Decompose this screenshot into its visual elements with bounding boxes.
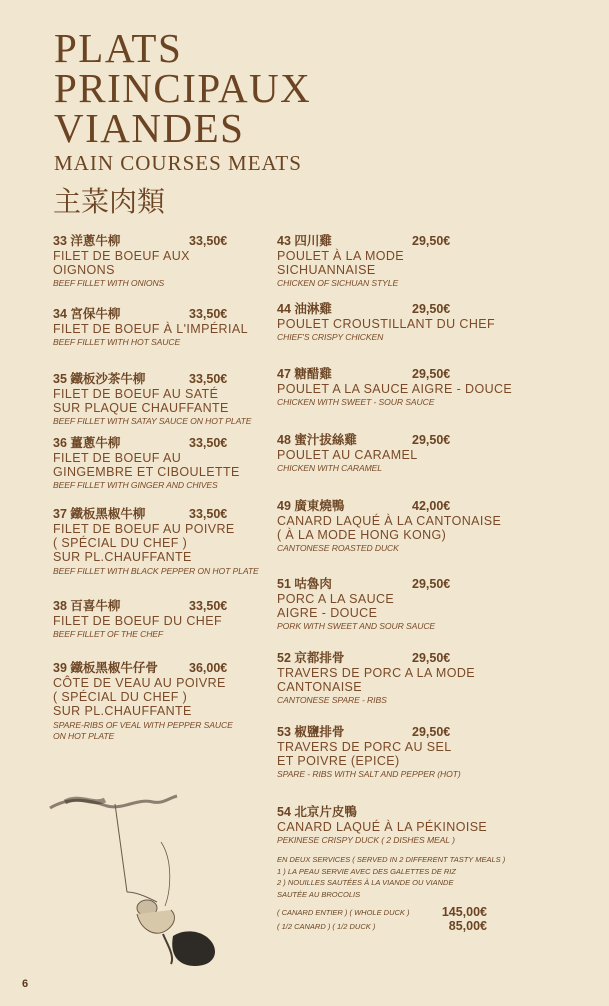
item-number-chinese-name: 49 廣東燒鴨 [277,499,345,513]
chinese-title: 主菜肉類 [53,185,166,218]
french-line: FILET DE BOEUF AU [53,451,182,465]
item-header [277,432,597,448]
french-line: POULET CROUSTILLANT DU CHEF [277,317,496,331]
french-line: SUR PL.CHAUFFANTE [53,704,192,719]
item-price: 33,50€ [189,372,228,386]
item-header [277,233,597,249]
page-title [54,25,312,151]
french-line: PORC A LA SAUCE [277,592,395,606]
french-line: GINGEMBRE ET CIBOULETTE [53,465,240,480]
item-french-name [277,592,597,620]
french-line: FILET DE BOEUF À L'IMPÉRIAL [53,322,248,336]
item-number-chinese-name: 52 京都排骨 [277,651,345,665]
note-line: EN DEUX SERVICES ( SERVED IN 2 DIFFERENT TASTY MEALS ) [277,855,506,864]
item-header [277,576,597,592]
note-line: SAUTÉE AU BROCOLIS [277,889,361,899]
item-number-chinese-name: 35 鐵板沙茶牛柳 [53,372,146,386]
item-header [277,650,597,666]
item-number-chinese-name: 54 北京片皮鴨 [277,805,357,819]
duck-service-notes [277,854,505,900]
item-english-name [53,337,268,348]
french-line: ( SPÉCIAL DU CHEF ) [53,536,188,551]
item-header [53,506,268,522]
item-number-chinese-name: 44 油淋雞 [277,302,332,316]
menu-item [277,650,597,706]
item-price: 29,50€ [412,302,451,316]
french-line: FILET DE BOEUF AUX [53,249,190,263]
french-line: CÔTE DE VEAU AU POIVRE [53,676,226,690]
item-header [277,724,597,740]
item-header [277,366,597,382]
french-line: POULET À LA MODE [277,249,405,263]
item-french-name [53,522,268,565]
menu-item [277,233,597,289]
page-number: 6 [22,978,29,990]
item-header [53,598,268,614]
item-price: 33,50€ [189,599,228,613]
menu-item [53,598,268,640]
french-line: FILET DE BOEUF AU SATÉ [53,387,219,401]
french-line: SUR PL.CHAUFFANTE [53,550,192,565]
item-number-chinese-name: 39 鐵板黑椒牛仔骨 [53,661,158,675]
menu-item [53,660,268,742]
item-header [53,660,268,676]
menu-item [277,301,597,343]
english-line: SPARE-RIBS OF VEAL WITH PEPPER SAUCE [53,719,233,730]
french-line: CANTONAISE [277,680,363,695]
item-french-name [277,249,597,277]
menu-item [277,498,597,554]
item-english-name [277,332,597,343]
fisherman-ink-illustration [45,780,225,975]
item-price: 33,50€ [189,436,228,450]
french-line: FILET DE BOEUF DU CHEF [53,614,223,628]
english-line: CANTONESE SPARE - RIBS [277,695,387,706]
english-line: SPARE - RIBS WITH SALT AND PEPPER (HOT) [277,769,461,780]
item-french-name [53,676,268,719]
title-line: PRINCIPAUX [54,65,312,111]
french-line: FILET DE BOEUF AU POIVRE [53,522,235,536]
item-price: 33,50€ [189,507,228,521]
english-line: CANTONESE ROASTED DUCK [277,543,399,554]
item-english-name [53,480,268,491]
item-header [53,435,268,451]
item-number-chinese-name: 48 蜜汁拔絲雞 [277,433,357,447]
item-header [277,804,597,820]
duck-price-row [277,905,487,919]
duck-portion-label: ( CANARD ENTIER ) ( WHOLE DUCK ) [277,908,410,917]
item-english-name [277,835,597,846]
menu-item [277,804,597,846]
menu-item [53,233,268,289]
item-french-name [277,382,597,396]
item-header [53,233,268,249]
french-line: CANARD LAQUÉ À LA CANTONAISE [277,514,502,528]
item-english-name [277,769,597,780]
duck-portion-price: 145,00€ [441,905,487,919]
english-line: BEEF FILLET OF THE CHEF [53,629,164,640]
menu-item [277,576,597,632]
item-french-name [53,451,268,479]
note-line: 1 ) LA PEAU SERVIE AVEC DES GALETTES DE RIZ [277,866,456,876]
english-line: PORK WITH SWEET AND SOUR SAUCE [277,621,436,632]
french-line: POULET A LA SAUCE AIGRE - DOUCE [277,382,513,396]
item-english-name [277,543,597,554]
item-header [277,498,597,514]
menu-item [277,724,597,780]
item-price: 42,00€ [412,499,451,513]
item-number-chinese-name: 36 薑蔥牛柳 [53,436,121,450]
english-line: CHICKEN WITH SWEET - SOUR SAUCE [277,397,435,408]
menu-item [277,366,597,408]
english-line: ON HOT PLATE [53,730,115,741]
english-line: BEEF FILLET WITH GINGER AND CHIVES [53,480,218,491]
english-line: BEEF FILLET WITH SATAY SAUCE ON HOT PLATE [53,416,252,427]
duck-portion-price: 85,00€ [448,919,487,933]
item-price: 29,50€ [412,725,451,739]
french-line: TRAVERS DE PORC A LA MODE [277,666,476,680]
item-english-name [277,695,597,706]
french-line: AIGRE - DOUCE [277,606,378,621]
french-line: ( SPÉCIAL DU CHEF ) [53,690,188,705]
english-line: BEEF FILLET WITH BLACK PEPPER ON HOT PLATE [53,565,259,576]
item-price: 29,50€ [412,433,451,447]
menu-item [53,506,268,577]
item-number-chinese-name: 33 洋蔥牛柳 [53,234,121,248]
item-number-chinese-name: 38 百喜牛柳 [53,599,121,613]
duck-price-row [277,919,487,933]
duck-portion-label: ( 1/2 CANARD ) ( 1/2 DUCK ) [277,922,376,931]
item-price: 33,50€ [189,234,228,248]
item-french-name [53,614,268,628]
page-subtitle: MAIN COURSES MEATS [54,151,302,175]
item-english-name [53,720,268,742]
item-english-name [53,566,268,577]
french-line: ( À LA MODE HONG KONG) [277,528,447,543]
item-english-name [277,463,597,474]
item-french-name [277,317,597,331]
french-line: ET POIVRE (EPICE) [277,754,400,769]
item-header [53,306,268,322]
french-line: TRAVERS DE PORC AU SEL [277,740,452,754]
item-price: 29,50€ [412,234,451,248]
french-line: CANARD LAQUÉ À LA PÉKINOISE [277,820,488,834]
item-french-name [277,448,597,462]
english-line: CHICKEN OF SICHUAN STYLE [277,278,399,289]
item-header [53,371,268,387]
menu-item [53,435,268,491]
item-french-name [53,322,268,336]
item-number-chinese-name: 37 鐵板黑椒牛柳 [53,507,146,521]
item-english-name [53,278,268,289]
item-header [277,301,597,317]
item-french-name [277,514,597,542]
item-english-name [53,629,268,640]
item-price: 36,00€ [189,661,228,675]
menu-item [277,432,597,474]
item-number-chinese-name: 53 椒鹽排骨 [277,725,345,739]
french-line: SUR PLAQUE CHAUFFANTE [53,401,229,416]
french-line: SICHUANNAISE [277,263,376,278]
english-line: PEKINESE CRISPY DUCK ( 2 DISHES MEAL ) [277,835,455,846]
item-english-name [277,397,597,408]
item-price: 29,50€ [412,367,451,381]
item-french-name [53,249,268,277]
menu-item [53,306,268,348]
english-line: BEEF FILLET WITH HOT SAUCE [53,337,181,348]
item-french-name [277,820,597,834]
item-price: 33,50€ [189,307,228,321]
menu-item [53,371,268,427]
item-price: 29,50€ [412,651,451,665]
item-french-name [277,740,597,768]
item-french-name [53,387,268,415]
item-number-chinese-name: 43 四川雞 [277,234,332,248]
title-line: VIANDES [54,105,245,151]
title-line: PLATS [54,25,183,71]
item-number-chinese-name: 34 宮保牛柳 [53,307,121,321]
item-english-name [277,278,597,289]
item-number-chinese-name: 51 咕魯肉 [277,577,332,591]
item-english-name [53,416,268,427]
note-line: 2 ) NOUILLES SAUTÉES À LA VIANDE OU VIANDE [277,878,454,887]
item-english-name [277,621,597,632]
english-line: CHICKEN WITH CARAMEL [277,463,382,474]
french-line: POULET AU CARAMEL [277,448,418,462]
item-number-chinese-name: 47 糖醋雞 [277,367,332,381]
item-price: 29,50€ [412,577,451,591]
english-line: CHIEF'S CRISPY CHICKEN [277,332,384,343]
french-line: OIGNONS [53,263,115,278]
english-line: BEEF FILLET WITH ONIONS [53,278,165,289]
item-french-name [277,666,597,694]
